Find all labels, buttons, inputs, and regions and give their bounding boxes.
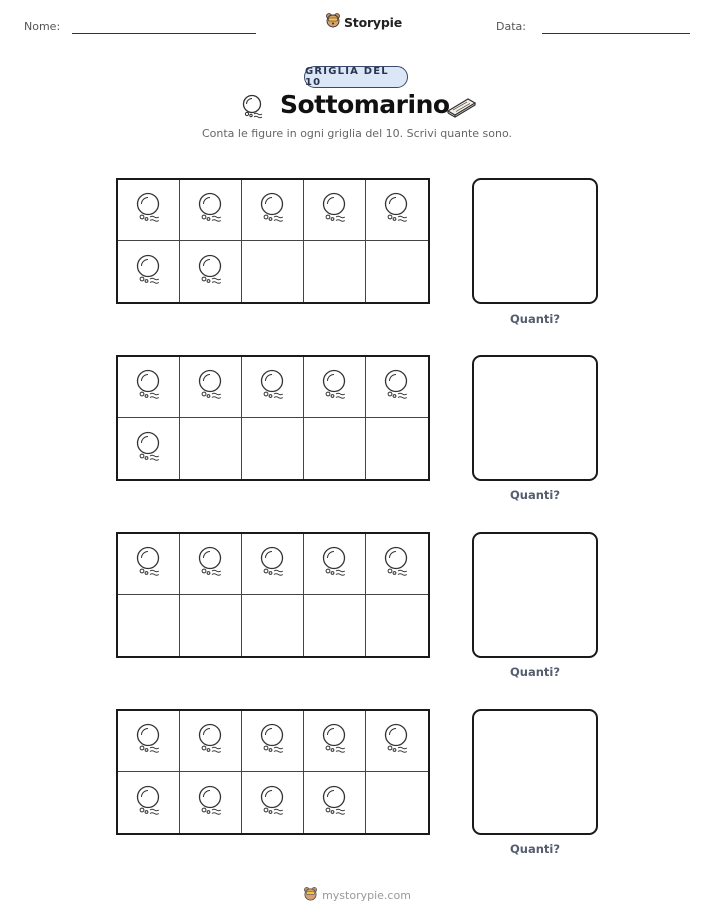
instructions: Conta le figure in ogni griglia del 10. Scrivi quante sono. bbox=[201, 127, 512, 140]
frame-cell bbox=[242, 418, 304, 479]
bubble-icon bbox=[134, 431, 164, 467]
frame-cell bbox=[118, 772, 180, 833]
bubble-icon bbox=[258, 785, 288, 821]
answer-box-4[interactable] bbox=[472, 709, 598, 835]
bubble-icon bbox=[134, 546, 164, 582]
answer-label-2: Quanti? bbox=[509, 488, 561, 502]
bubble-icon bbox=[240, 94, 266, 124]
bubble-icon bbox=[258, 723, 288, 759]
bubble-icon bbox=[196, 785, 226, 821]
bubble-icon bbox=[258, 369, 288, 405]
frame-cell bbox=[180, 772, 242, 833]
bubble-icon bbox=[382, 192, 412, 228]
frame-cell bbox=[366, 357, 428, 418]
bubble-icon bbox=[320, 546, 350, 582]
bubble-icon bbox=[196, 369, 226, 405]
footer-url: mystorypie.com bbox=[322, 888, 411, 902]
bubble-icon bbox=[134, 723, 164, 759]
frame-cell bbox=[304, 595, 366, 656]
ten-frame-4 bbox=[116, 709, 430, 835]
frame-cell bbox=[180, 180, 242, 241]
bubble-icon bbox=[134, 785, 164, 821]
answer-box-3[interactable] bbox=[472, 532, 598, 658]
frame-cell bbox=[118, 241, 180, 302]
frame-cell bbox=[366, 711, 428, 772]
bubble-icon bbox=[258, 192, 288, 228]
frame-cell bbox=[304, 711, 366, 772]
answer-box-2[interactable] bbox=[472, 355, 598, 481]
bubble-icon bbox=[382, 723, 412, 759]
frame-cell bbox=[304, 180, 366, 241]
bubble-icon bbox=[258, 546, 288, 582]
frame-cell bbox=[118, 180, 180, 241]
worksheet-badge: GRIGLIA DEL 10 bbox=[304, 66, 408, 88]
bubble-icon bbox=[134, 369, 164, 405]
date-label: Data: bbox=[496, 20, 526, 33]
bubble-icon bbox=[134, 254, 164, 290]
frame-cell bbox=[180, 534, 242, 595]
frame-cell bbox=[118, 711, 180, 772]
frame-cell bbox=[242, 357, 304, 418]
answer-label-4: Quanti? bbox=[509, 842, 561, 856]
bubble-icon bbox=[320, 785, 350, 821]
brand-name: Storypie bbox=[344, 14, 402, 30]
bubble-icon bbox=[320, 369, 350, 405]
frame-cell bbox=[180, 357, 242, 418]
frame-cell bbox=[366, 772, 428, 833]
frame-cell bbox=[242, 241, 304, 302]
frame-cell bbox=[118, 418, 180, 479]
frame-cell bbox=[366, 418, 428, 479]
name-label: Nome: bbox=[24, 20, 61, 33]
ten-frame-3 bbox=[116, 532, 430, 658]
brand-logo bbox=[325, 12, 402, 32]
frame-cell bbox=[242, 595, 304, 656]
footer bbox=[0, 886, 714, 904]
frame-cell bbox=[366, 241, 428, 302]
frame-cell bbox=[304, 418, 366, 479]
sandbar-icon bbox=[446, 96, 476, 122]
bubble-icon bbox=[320, 192, 350, 228]
frame-cell bbox=[118, 595, 180, 656]
answer-box-1[interactable] bbox=[472, 178, 598, 304]
bubble-icon bbox=[196, 254, 226, 290]
frame-cell bbox=[118, 534, 180, 595]
answer-label-1: Quanti? bbox=[509, 312, 561, 326]
bubble-icon bbox=[382, 369, 412, 405]
date-line[interactable] bbox=[542, 33, 690, 34]
frame-cell bbox=[180, 711, 242, 772]
frame-cell bbox=[242, 534, 304, 595]
bubble-icon bbox=[382, 546, 412, 582]
frame-cell bbox=[242, 180, 304, 241]
ten-frame-1 bbox=[116, 178, 430, 304]
bubble-icon bbox=[196, 546, 226, 582]
bubble-icon bbox=[196, 192, 226, 228]
page-title: Sottomarino bbox=[280, 90, 450, 119]
bear-mascot-icon bbox=[325, 12, 341, 32]
bear-mascot-icon bbox=[303, 886, 318, 904]
frame-cell bbox=[366, 534, 428, 595]
bubble-icon bbox=[196, 723, 226, 759]
frame-cell bbox=[366, 595, 428, 656]
bubble-icon bbox=[320, 723, 350, 759]
frame-cell bbox=[180, 241, 242, 302]
name-line[interactable] bbox=[72, 33, 256, 34]
frame-cell bbox=[304, 241, 366, 302]
frame-cell bbox=[242, 711, 304, 772]
frame-cell bbox=[304, 772, 366, 833]
frame-cell bbox=[118, 357, 180, 418]
frame-cell bbox=[180, 595, 242, 656]
frame-cell bbox=[242, 772, 304, 833]
frame-cell bbox=[366, 180, 428, 241]
bubble-icon bbox=[134, 192, 164, 228]
frame-cell bbox=[180, 418, 242, 479]
answer-label-3: Quanti? bbox=[509, 665, 561, 679]
ten-frame-2 bbox=[116, 355, 430, 481]
frame-cell bbox=[304, 357, 366, 418]
frame-cell bbox=[304, 534, 366, 595]
